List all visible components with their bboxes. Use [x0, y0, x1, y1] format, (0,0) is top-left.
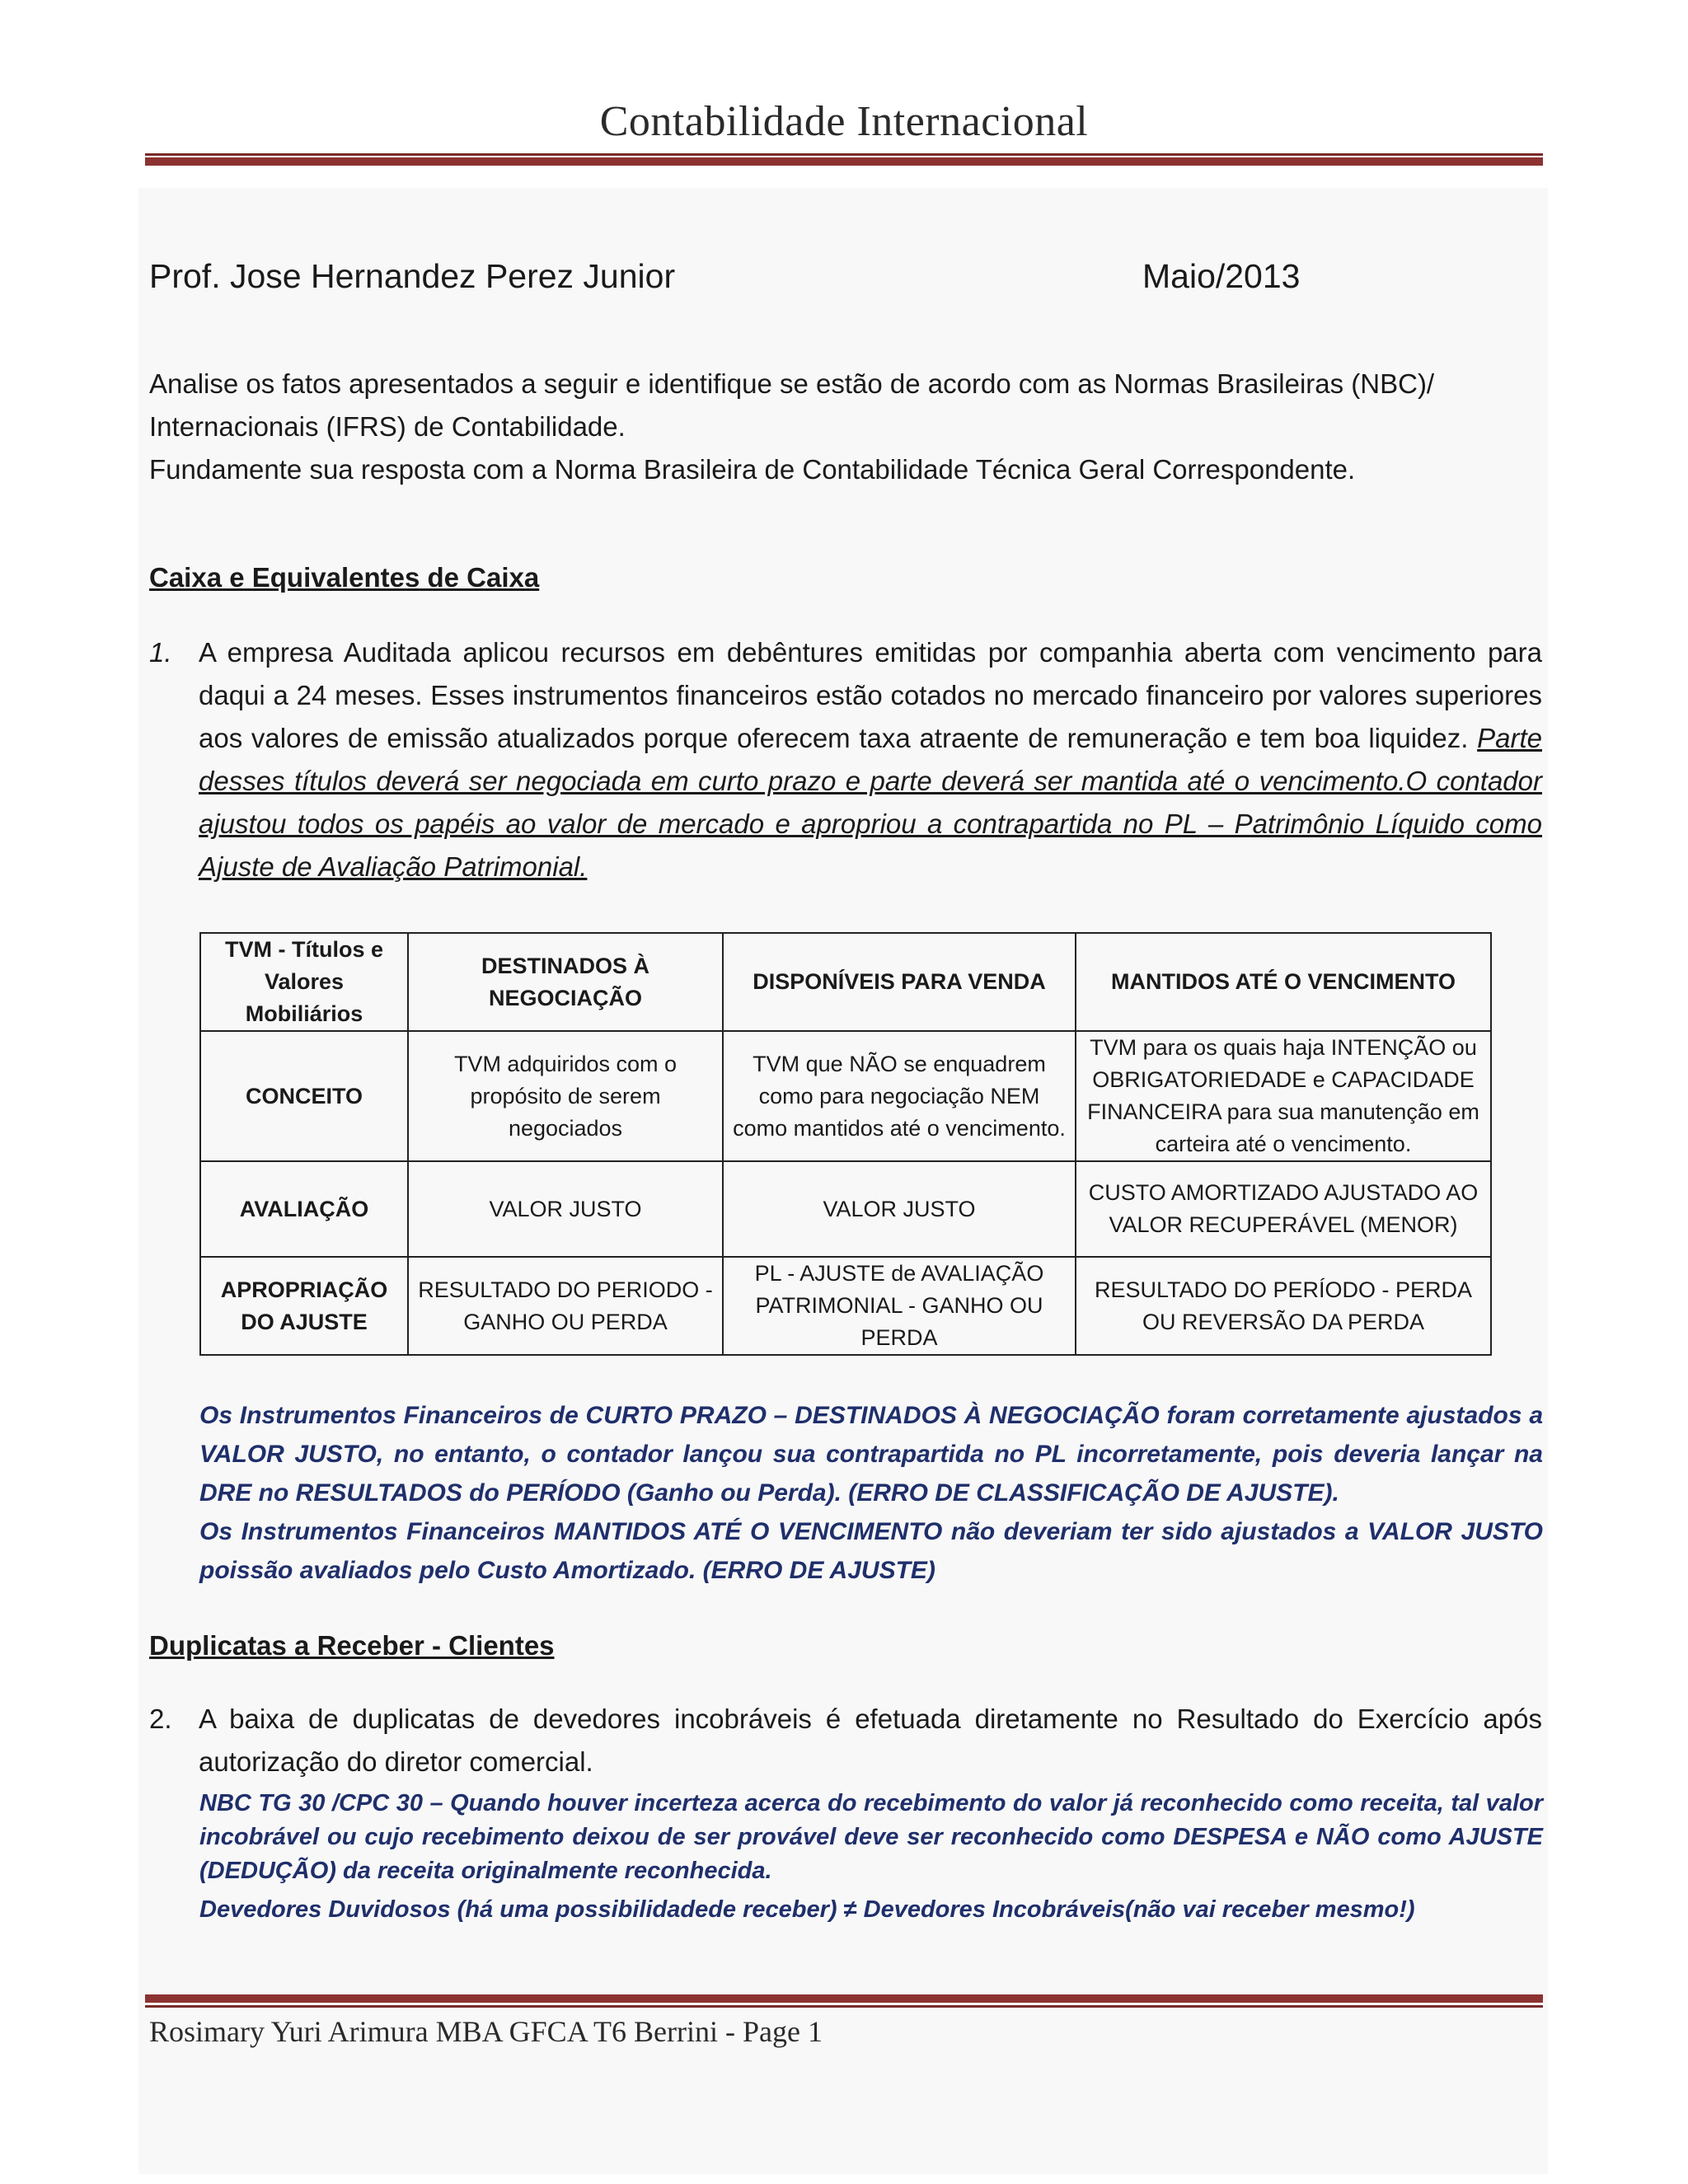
- professor-name: Prof. Jose Hernandez Perez Junior: [149, 257, 676, 295]
- table-cell: TVM adquiridos com o propósito de serem negociados: [408, 1031, 723, 1161]
- table-cell: TVM que NÃO se enquadrem como para negociação NEM como mantidos até o vencimento.: [723, 1031, 1076, 1161]
- section-heading-caixa: Caixa e Equivalentes de Caixa: [149, 562, 540, 593]
- question-1: [149, 631, 1542, 888]
- table-header-cell: DESTINADOS À NEGOCIAÇÃO: [408, 933, 723, 1031]
- question-text: [199, 631, 1542, 888]
- not-equal-symbol: ≠: [843, 1896, 857, 1923]
- question-text-plain: A empresa Auditada aplicou recursos em debêntures emitidas por companhia aberta com vencimento para daqui a 24 meses. Esses instrumentos financeiros estão cotados no mercado financeiro por valores superiores aos valores de emissão atualizados porque oferecem taxa atraente de remuneração e tem boa liquidez.: [199, 637, 1542, 753]
- tvm-table: [199, 932, 1492, 1356]
- table-row: [200, 1161, 1491, 1257]
- question-2: [149, 1698, 1542, 1783]
- intro-line-1: Analise os fatos apresentados a seguir e identifique se estão de acordo com as Normas Brasileiras (NBC)/ Internacionais (IFRS) de Contabilidade.: [149, 368, 1435, 442]
- footer-rule-thick: [145, 1994, 1543, 2003]
- header-rule-thin: [145, 153, 1543, 156]
- answer-2-paragraph-2: [199, 1893, 1543, 1927]
- table-cell: VALOR JUSTO: [723, 1161, 1076, 1257]
- table-row-label: APROPRIAÇÃO DO AJUSTE: [200, 1257, 408, 1355]
- section-heading-duplicatas: Duplicatas a Receber - Clientes: [149, 1630, 555, 1661]
- question-text-emphasis: Parte desses títulos deverá ser negociada em curto prazo e parte deverá ser mantida até o vencimento.O contador ajustou todos os papéis ao valor de mercado e apropriou a contrapartida no PL – Patrimônio Líquido como Ajuste de Avaliação Patrimonial.: [199, 723, 1543, 882]
- answer-1-paragraph-2: Os Instrumentos Financeiros MANTIDOS ATÉ O VENCIMENTO não deveriam ter sido ajustados a VALOR JUSTO poissão avaliados pelo Custo Amortizado. (ERRO DE AJUSTE): [199, 1518, 1543, 1584]
- intro-text: [149, 363, 1550, 491]
- answer-2-left: Devedores Duvidosos (há uma possibilidadede receber): [199, 1896, 837, 1923]
- answer-2-paragraph-1: NBC TG 30 /CPC 30 – Quando houver incerteza acerca do recebimento do valor já reconhecido como receita, tal valor incobrável ou cujo recebimento deixou de ser provável deve ser reconhecido como DESPESA e NÃO como AJUSTE (DEDUÇÃO) da receita originalmente reconhecida.: [199, 1790, 1543, 1884]
- answer-2-right: Devedores Incobráveis(não vai receber mesmo!): [863, 1896, 1415, 1923]
- question-number: 1.: [149, 637, 172, 668]
- answer-2: [199, 1787, 1543, 1927]
- question-text: A baixa de duplicatas de devedores incobráveis é efetuada diretamente no Resultado do Exercício após autorização do diretor comercial.: [199, 1704, 1542, 1777]
- table-cell: RESULTADO DO PERÍODO - PERDA OU REVERSÃO DA PERDA: [1076, 1257, 1491, 1355]
- footer-rule-thin: [145, 2005, 1543, 2008]
- intro-line-2: Fundamente sua resposta com a Norma Brasileira de Contabilidade Técnica Geral Correspondente.: [149, 454, 1356, 485]
- table-row-label: CONCEITO: [200, 1031, 408, 1161]
- table-header-cell: TVM - Títulos e Valores Mobiliários: [200, 933, 408, 1031]
- table-cell: PL - AJUSTE de AVALIAÇÃO PATRIMONIAL - GANHO OU PERDA: [723, 1257, 1076, 1355]
- document-date: Maio/2013: [1142, 257, 1301, 295]
- header-rule-thick: [145, 157, 1543, 166]
- table-cell: TVM para os quais haja INTENÇÃO ou OBRIGATORIEDADE e CAPACIDADE FINANCEIRA para sua manutenção em carteira até o vencimento.: [1076, 1031, 1491, 1161]
- table-cell: CUSTO AMORTIZADO AJUSTADO AO VALOR RECUPERÁVEL (MENOR): [1076, 1161, 1491, 1257]
- page-footer: Rosimary Yuri Arimura MBA GFCA T6 Berrini - Page 1: [149, 2015, 823, 2048]
- table-cell: RESULTADO DO PERIODO - GANHO OU PERDA: [408, 1257, 723, 1355]
- table-row-label: AVALIAÇÃO: [200, 1161, 408, 1257]
- answer-1-paragraph-1: Os Instrumentos Financeiros de CURTO PRAZO – DESTINADOS À NEGOCIAÇÃO foram corretamente ajustados a VALOR JUSTO, no entanto, o contador lançou sua contrapartida no PL incorretamente, pois deveria lançar na DRE no RESULTADOS do PERÍODO (Ganho ou Perda). (ERRO DE CLASSIFICAÇÃO DE AJUSTE).: [199, 1402, 1543, 1507]
- table-row: [200, 1257, 1491, 1355]
- page-header-title: Contabilidade Internacional: [599, 98, 1089, 145]
- question-number: 2.: [149, 1704, 172, 1734]
- table-header-cell: MANTIDOS ATÉ O VENCIMENTO: [1076, 933, 1491, 1031]
- table-header-row: [200, 933, 1491, 1031]
- table-row: [200, 1031, 1491, 1161]
- table-cell: VALOR JUSTO: [408, 1161, 723, 1257]
- table-header-cell: DISPONÍVEIS PARA VENDA: [723, 933, 1076, 1031]
- answer-1: [199, 1396, 1543, 1590]
